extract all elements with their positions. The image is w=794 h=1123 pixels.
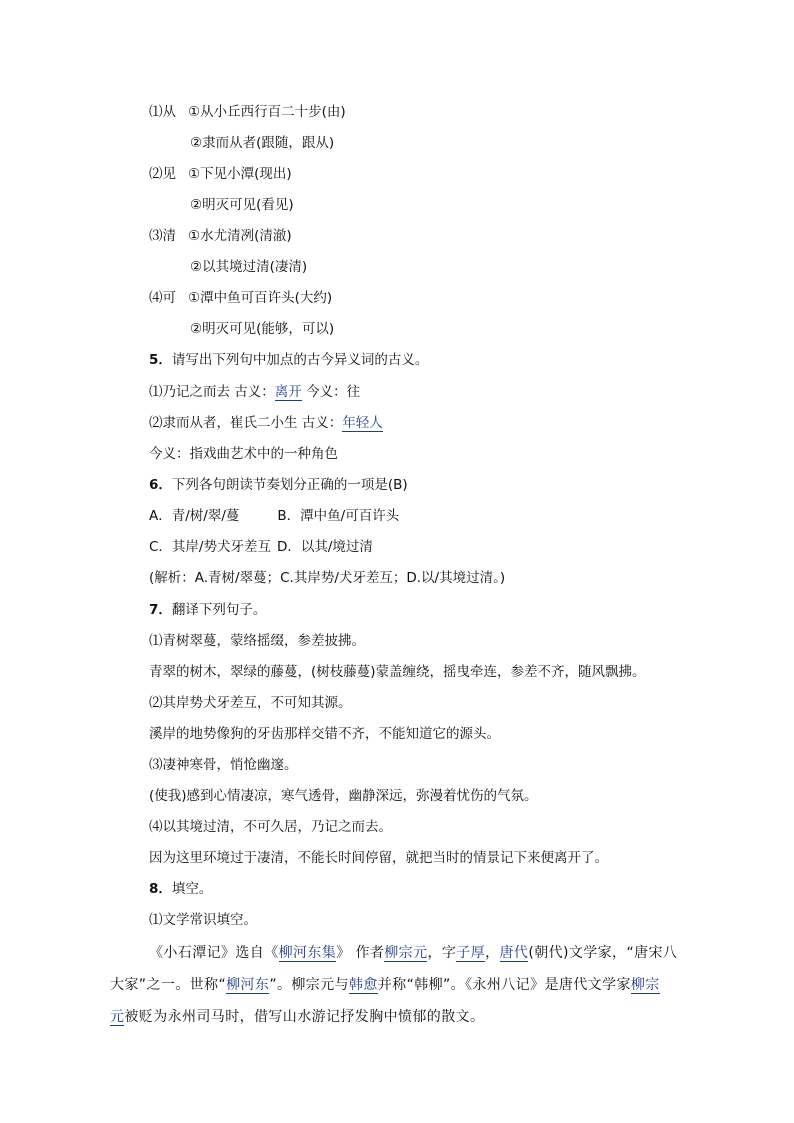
q4-item-4-a: ①潭中鱼可百许头(大约): [188, 290, 333, 306]
q6-number: 6．: [149, 477, 172, 493]
q6-option-c: C．其岸/势犬牙差互: [149, 539, 271, 555]
q7-answer-2: 溪岸的地势像狗的牙齿那样交错不齐，不能知道它的源头。: [149, 726, 500, 742]
q4-item-2-b: ②明灭可见(看见): [190, 197, 294, 213]
q5-line-1-text: ⑴乃记之而去 古义：: [149, 384, 275, 400]
q8-answer-title: 柳河东: [226, 977, 270, 993]
q5-line-1-answer: 离开: [274, 384, 302, 400]
q4-item-3-line-1: [149, 226, 292, 246]
q8-answer-book: 柳河东集: [278, 945, 337, 961]
q7-number: 7．: [149, 602, 172, 618]
q8-subheading: ⑴文学常识填空。: [149, 912, 257, 928]
q7-answer-1: 青翠的树木，翠绿的藤蔓，(树枝藤蔓)蒙盖缠绕，摇曳牵连，参差不齐，随风飘拂。: [149, 664, 646, 680]
q7-heading: [149, 600, 266, 620]
q7-sentence-1: ⑴青树翠蔓，蒙络摇缀，参差披拂。: [149, 633, 365, 649]
q6-analysis: (解析：A.青树/翠蔓；C.其岸势/犬牙差互；D.以/其境过清。): [149, 570, 506, 586]
q8-text-6: 大家”之一。世称“: [110, 977, 227, 993]
q6-options-row-1: [149, 506, 399, 526]
q4-item-2-head: ⑵见: [149, 166, 176, 182]
q6-option-b: B．潭中鱼/可百许头: [277, 508, 400, 524]
q8-text-2: 》 作者: [336, 945, 385, 961]
q4-item-1-b: ②隶而从者(跟随，跟从): [190, 135, 335, 151]
q5-line-2: [149, 413, 383, 433]
q8-answer-courtesy-name: 子厚: [456, 945, 486, 961]
q8-answer-author: 柳宗元: [384, 945, 428, 961]
q8-answer-liu-part-2: 元: [110, 1009, 125, 1025]
q7-sentence-2: ⑵其岸势犬牙差互，不可知其源。: [149, 695, 352, 711]
q8-text-9: 被贬为永州司马时，借写山水游记抒发胸中愤郁的散文。: [124, 1009, 485, 1025]
q4-item-3-b: ②以其境过清(凄清): [190, 259, 308, 275]
q6-options-row-2: [149, 537, 373, 557]
q5-line-2-text: ⑵隶而从者，崔氏二小生 古义：: [149, 415, 343, 431]
q5-prompt: 请写出下列句中加点的古今异义词的古义。: [171, 352, 429, 368]
q4-item-4-b: ②明灭可见(能够，可以): [190, 321, 335, 337]
q8-answer-liu-part-1: 柳宗: [630, 977, 660, 993]
q6-option-d: D．以其/境过清: [276, 539, 373, 555]
q8-paragraph-line-1: [149, 943, 677, 963]
q5-line-3: 今义：指戏曲艺术中的一种角色: [149, 446, 338, 462]
q8-text-4: ，: [485, 945, 500, 961]
q4-item-3-head: ⑶清: [149, 228, 176, 244]
q8-heading: [149, 879, 212, 899]
q8-text-8: 并称“韩柳”。《永州八记》是唐代文学家: [377, 977, 631, 993]
q7-sentence-4: ⑷以其境过清，不可久居，乃记之而去。: [149, 819, 392, 835]
q8-text-7: ”。柳宗元与: [269, 977, 349, 993]
q8-text-1: 《小石潭记》选自《: [149, 945, 279, 961]
q4-item-2-line-1: [149, 164, 292, 184]
q7-answer-4: 因为这里环境过于凄清，不能长时间停留，就把当时的情景记下来便离开了。: [149, 850, 608, 866]
q8-text-3: ，字: [427, 945, 457, 961]
q4-item-3-a: ①水尤清冽(清澈): [188, 228, 292, 244]
q6-heading: [149, 475, 408, 495]
q5-line-1: [149, 382, 360, 402]
q7-answer-3: (使我)感到心情凄凉，寒气透骨，幽静深远，弥漫着忧伤的气氛。: [149, 788, 538, 804]
q4-item-2-a: ①下见小潭(现出): [188, 166, 292, 182]
q6-prompt: 下列各句朗读节奏划分正确的一项是(B): [171, 477, 408, 493]
q5-heading: [149, 350, 428, 370]
q5-line-2-answer: 年轻人: [342, 415, 383, 431]
q6-option-a: A．青/树/翠/蔓: [149, 508, 240, 524]
q7-sentence-3: ⑶凄神寒骨，悄怆幽邃。: [149, 757, 298, 773]
q8-paragraph-line-2: [110, 975, 660, 995]
q4-item-1-a: ①从小丘西行百二十步(由): [188, 104, 346, 120]
q4-item-1-head: ⑴从: [149, 104, 176, 120]
q5-line-1-modern: 今义：往: [301, 384, 361, 400]
q8-answer-han-yu: 韩愈: [348, 977, 378, 993]
q5-number: 5．: [149, 352, 172, 368]
q8-prompt: 填空。: [171, 881, 213, 897]
q8-answer-dynasty: 唐代: [499, 945, 529, 961]
q4-item-1-line-1: [149, 102, 346, 122]
q4-item-4-line-1: [149, 288, 332, 308]
q7-prompt: 翻译下列句子。: [171, 602, 267, 618]
q8-number: 8．: [149, 881, 172, 897]
q4-item-4-head: ⑷可: [149, 290, 176, 306]
q8-paragraph-line-3: [110, 1007, 484, 1027]
q8-text-5: (朝代)文学家，“唐宋八: [528, 945, 678, 961]
